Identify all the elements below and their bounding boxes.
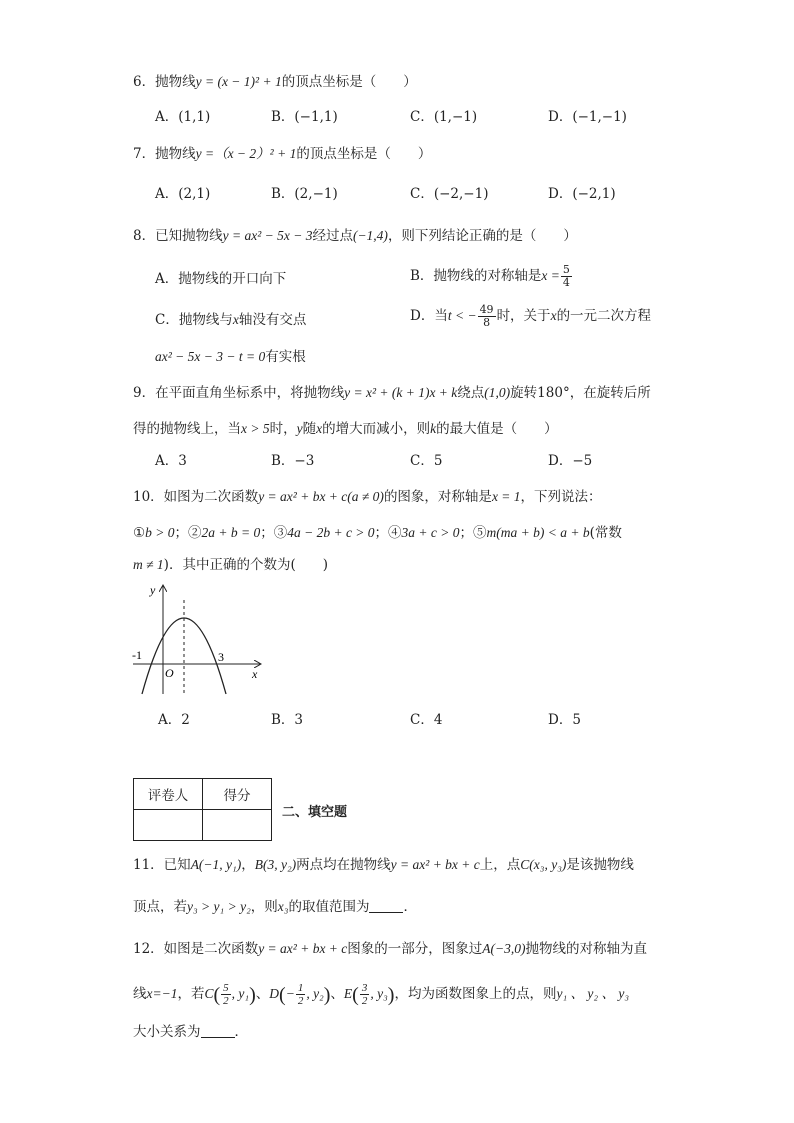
q10-s3: 4a − 2b + c > 0 <box>287 525 375 540</box>
q9-line2-pre: 得的抛物线上，当 <box>133 421 241 437</box>
q8-mid: 经过点 <box>312 228 353 244</box>
q12-line2-mid: ，若 <box>177 986 205 1002</box>
q8-option-b-denominator: 4 <box>562 276 570 289</box>
score-table-score-header: 得分 <box>203 779 272 810</box>
q10-line3-post: )．其中正确的个数为( ) <box>163 557 328 573</box>
q12-point-e-num: 3 <box>361 982 368 995</box>
q12-point-c-rparen: ) <box>249 984 256 1006</box>
q9-line2-k: k <box>430 421 437 436</box>
q8-option-b-fraction <box>561 264 572 289</box>
q6-option-b: B．(−1,1) <box>271 109 338 125</box>
q7-label: 7．抛物线 <box>133 146 196 162</box>
q9-line2-post: 的最大值是（ ） <box>436 421 558 437</box>
origin-label: O <box>165 666 174 680</box>
q12-line1-expr: y = ax² + bx + c <box>258 941 348 956</box>
q10-option-b: B．3 <box>271 712 304 728</box>
q8-point: (−1,4) <box>352 228 388 243</box>
q10-option-d: D．5 <box>548 712 581 728</box>
q11-line2-pre: 顶点，若 <box>133 899 187 915</box>
q8-expr: y = ax² − 5x − 3 <box>222 228 313 243</box>
q11-line1-mid2: 上，点 <box>479 857 521 873</box>
q11-line2-post: 的取值范围为 <box>288 899 370 915</box>
q6-stem <box>133 72 417 92</box>
q12-point-d-post: , y₂ <box>306 986 324 1001</box>
q12-line1-post: 抛物线的对称轴为直 <box>525 941 648 957</box>
q11-line1-post: 是该抛物线 <box>566 857 634 873</box>
score-table-score-cell[interactable] <box>203 810 272 841</box>
q8-option-d <box>410 304 651 329</box>
q12-line3-text: 大小关系为 <box>133 1024 201 1040</box>
q12-point-c-den: 2 <box>223 995 229 1008</box>
q9-option-d: D．−5 <box>548 453 593 469</box>
q9-line2-x: x <box>316 421 323 436</box>
x-axis-label: x <box>252 667 258 681</box>
q8-option-d-line2 <box>155 347 306 367</box>
q12-line2-post: ，均为函数图象上的点，则 <box>394 986 557 1002</box>
q12-point-c-name: C <box>204 986 214 1001</box>
q6-label: 6．抛物线 <box>133 74 196 90</box>
q12-point-c-lparen: ( <box>213 984 221 1006</box>
q6-expr: y = (x − 1)² + 1 <box>195 74 282 89</box>
q7-stem <box>133 144 431 164</box>
q10-line1-post: ，下列说法： <box>520 489 602 505</box>
q8-option-d-line2-expr: ax² − 5x − 3 − t = 0 <box>155 349 266 364</box>
q12-line2-ys: y₁ 、 y₂ 、 y₃ <box>556 986 630 1001</box>
q10-option-a: A．2 <box>158 712 190 728</box>
q10-s5-num: ；⑤ <box>459 525 487 541</box>
q12-point-c-fraction <box>221 982 231 1007</box>
q9-option-c: C．5 <box>410 453 443 469</box>
q7-tail: 的顶点坐标是（ ） <box>296 146 432 162</box>
right-root-label: 3 <box>218 650 224 664</box>
q11-point-a: A(−1, y₁) <box>190 857 242 872</box>
q9-line1-expr: y = x² + (k + 1)x + k <box>344 385 458 400</box>
q7-option-d: D．(−2,1) <box>548 186 616 202</box>
q11-line2-cond: y₃ > y₁ > y₂ <box>187 899 251 914</box>
q12-line3-end: ． <box>234 1024 248 1040</box>
q7-option-a: A．(2,1) <box>155 186 211 202</box>
score-table <box>133 778 272 841</box>
q12-point-c-num: 5 <box>223 982 229 995</box>
q12-dun-1: 、 <box>255 986 270 1002</box>
q9-line1-point: (1,0) <box>484 385 511 400</box>
q12-point-d-rparen: ) <box>323 984 331 1006</box>
q10-s1-num: ① <box>133 525 146 541</box>
q9-line2 <box>133 419 558 439</box>
q11-line1-expr: y = ax² + bx + c <box>390 857 480 872</box>
q8-option-b-numerator: 5 <box>562 263 570 276</box>
q8-option-c-post: 轴没有交点 <box>238 312 307 328</box>
q6-tail: 的顶点坐标是（ ） <box>281 74 417 90</box>
q12-line2-pre: 线 <box>133 986 147 1002</box>
q7-option-c: C．(−2,−1) <box>410 186 489 202</box>
q12-point-d-name: D <box>269 986 280 1001</box>
q11-line1 <box>133 855 634 875</box>
score-table-grader-header: 评卷人 <box>134 779 203 810</box>
q7-expr: y =（x − 2）² + 1 <box>195 146 297 161</box>
q9-line2-y: y <box>296 421 303 436</box>
q10-line3 <box>133 555 328 575</box>
q12-answer-blank[interactable] <box>201 1023 235 1038</box>
q9-option-b: B．−3 <box>271 453 315 469</box>
q8-option-b-expr: x = <box>541 268 560 283</box>
q12-point-d-num: 1 <box>297 982 304 995</box>
q12-line2 <box>133 979 629 1010</box>
q9-line2-mid3: 的增大而减小，则 <box>322 421 431 437</box>
q12-line1 <box>133 939 647 959</box>
q11-line1-mid: 两点均在抛物线 <box>296 857 391 873</box>
q8-option-b-text: B．抛物线的对称轴是 <box>410 268 542 284</box>
q8-option-d-expr: t < − <box>447 308 477 323</box>
q6-option-c: C．(1,−1) <box>410 109 478 125</box>
q10-s5: m(ma + b) < a + b <box>486 525 590 540</box>
q11-line2 <box>133 897 417 917</box>
q12-point-e <box>343 982 395 1008</box>
q10-statements <box>133 523 622 543</box>
q9-line1 <box>133 383 651 403</box>
q12-point-e-rparen: ) <box>387 984 395 1006</box>
q12-point-e-post: , y₃ <box>370 986 388 1001</box>
q10-s2-num: ；② <box>174 525 202 541</box>
q10-s5-post: (常数 <box>589 525 622 541</box>
q9-line2-mid: 时， <box>269 421 297 437</box>
q10-line1-axis: x = 1 <box>491 489 521 504</box>
q11-line1-pre: 11．已知 <box>133 857 191 873</box>
q8-option-b <box>410 264 573 289</box>
q8-option-d-pre: D．当 <box>410 308 448 324</box>
q8-option-d-post: 的一元二次方程 <box>556 308 652 324</box>
q11-line2-mid: ，则 <box>250 899 278 915</box>
q10-line1-pre: 10．如图为二次函数 <box>133 489 259 505</box>
q10-line1 <box>133 487 602 507</box>
q12-point-c-post: , y₁ <box>231 986 250 1001</box>
q8-option-d-fraction <box>478 304 496 329</box>
q8-option-a: A．抛物线的开口向下 <box>155 271 287 287</box>
q11-point-c: C(x₃, y₃) <box>520 857 567 872</box>
q12-point-e-lparen: ( <box>352 984 359 1006</box>
q10-s3-num: ；③ <box>260 525 288 541</box>
q10-s4-num: ；④ <box>374 525 402 541</box>
section-title: 二、填空题 <box>282 805 348 820</box>
q10-option-c: C．4 <box>410 712 443 728</box>
q12-line1-point: A(−3,0) <box>482 941 526 956</box>
q6-option-d: D．(−1,−1) <box>548 109 627 125</box>
q10-line1-mid: 的图象，对称轴是 <box>383 489 492 505</box>
q10-s1: b > 0 <box>145 525 175 540</box>
q12-point-d-sign: − <box>285 986 295 1001</box>
q8-option-d-denominator: 8 <box>483 316 491 329</box>
q11-answer-blank[interactable] <box>369 898 403 913</box>
q9-line1-mid: 绕点 <box>457 385 485 401</box>
q11-point-b: B(3, y₂) <box>254 857 297 872</box>
q12-point-d-fraction <box>296 982 306 1007</box>
q12-point-d-lparen: ( <box>279 984 286 1006</box>
q8-option-d-mid: 时，关于 <box>496 308 551 324</box>
q8-option-d-var: x <box>550 308 557 323</box>
q10-s2: 2a + b = 0 <box>201 525 261 540</box>
q12-line3 <box>133 1022 248 1042</box>
q9-line1-post: 旋转180°，在旋转后所 <box>510 385 651 401</box>
q12-point-e-name: E <box>343 986 353 1001</box>
q6-option-a: A．(1,1) <box>155 109 211 125</box>
q9-line1-pre: 9．在平面直角坐标系中，将抛物线 <box>133 385 345 401</box>
q12-point-e-den: 2 <box>361 995 368 1008</box>
q11-sep: ， <box>241 857 255 873</box>
q9-option-a: A．3 <box>155 453 187 469</box>
score-table-grader-cell[interactable] <box>134 810 203 841</box>
q12-line1-pre: 12．如图是二次函数 <box>133 941 259 957</box>
q11-line2-end: ． <box>403 899 417 915</box>
q8-label: 8．已知抛物线 <box>133 228 223 244</box>
q8-option-c-var: x <box>232 312 239 327</box>
q12-point-d <box>269 982 331 1008</box>
q10-s4: 3a + c > 0 <box>401 525 460 540</box>
q8-option-d-numerator: 49 <box>479 303 494 316</box>
q10-parabola-graph <box>128 582 268 697</box>
q12-line2-axis: x=−1 <box>146 986 178 1001</box>
q12-line1-mid: 图象的一部分，图象过 <box>347 941 483 957</box>
q8-option-c-pre: C．抛物线与 <box>155 312 233 328</box>
q8-tail: ，则下列结论正确的是（ ） <box>387 228 577 244</box>
y-axis-label: y <box>150 583 156 597</box>
q11-line2-var: x₃ <box>277 899 289 914</box>
q10-line1-expr: y = ax² + bx + c(a ≠ 0) <box>258 489 384 504</box>
q8-option-c <box>155 310 306 330</box>
left-root-label: -1 <box>132 648 142 662</box>
q9-line2-mid2: 随 <box>302 421 317 437</box>
q8-option-d-line2-post: 有实根 <box>265 349 306 365</box>
q12-point-d-den: 2 <box>297 995 304 1008</box>
q12-point-c <box>204 982 256 1008</box>
q8-stem <box>133 226 577 246</box>
q12-dun-2: 、 <box>330 986 344 1002</box>
q9-line2-cond: x > 5 <box>241 421 270 436</box>
q12-point-e-fraction <box>360 982 370 1007</box>
q10-line3-expr: m ≠ 1 <box>133 557 164 572</box>
q7-option-b: B．(2,−1) <box>271 186 338 202</box>
